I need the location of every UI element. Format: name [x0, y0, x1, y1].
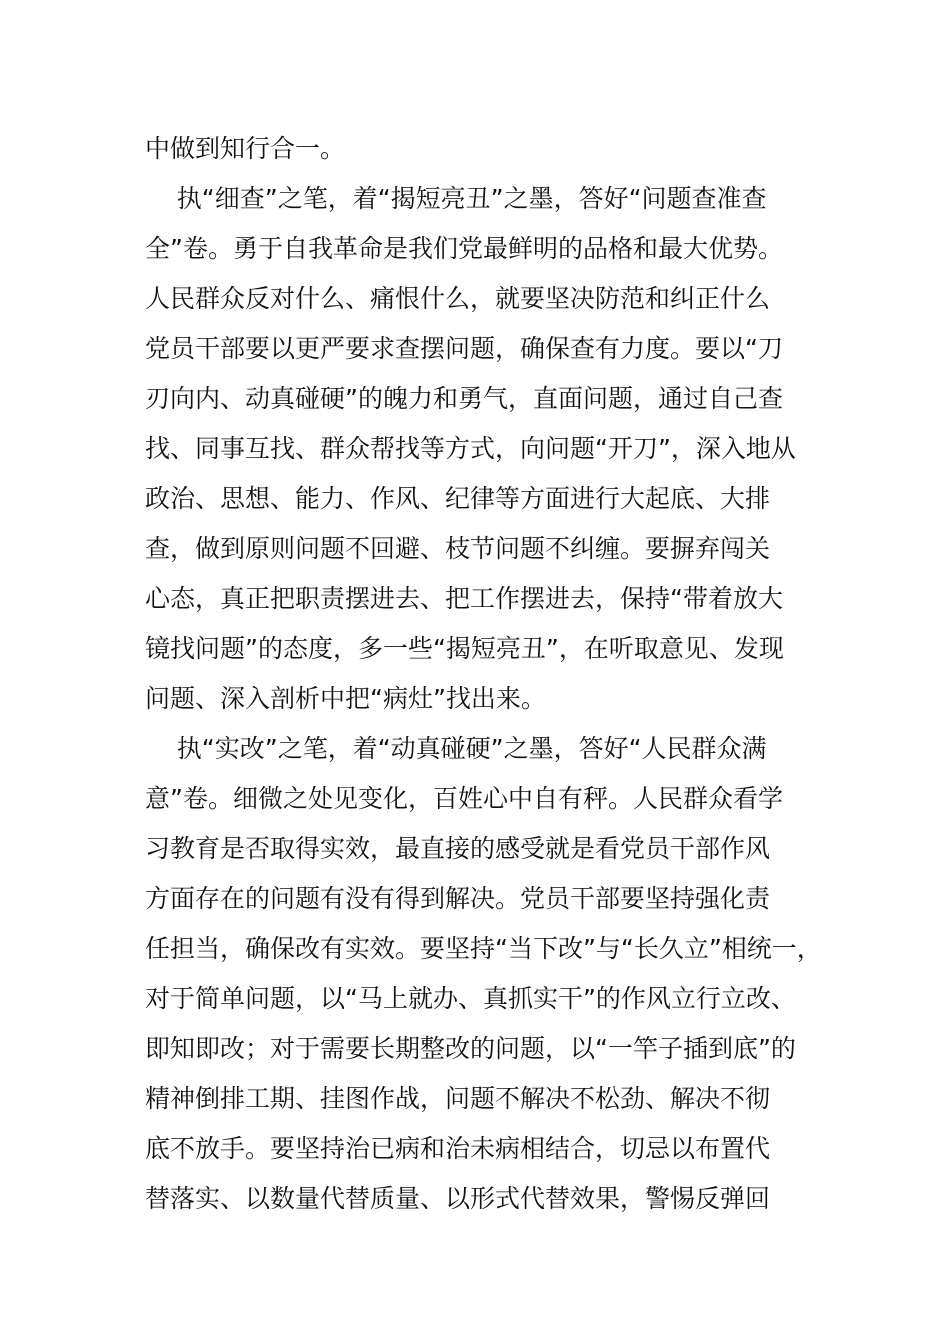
text-line: 心态，真正把职责摆进去、把工作摆进去，保持“带着放大	[145, 584, 783, 613]
text-line: 中做到知行合一。	[145, 134, 346, 163]
text-line: 查，做到原则问题不回避、枝节问题不纠缠。要摒弃闯关	[145, 534, 771, 563]
text-line: 执“实改”之笔，着“动真碰硬”之墨，答好“人民群众满	[145, 734, 767, 763]
text-line: 即知即改；对于需要长期整改的问题，以“一竿子插到底”的	[145, 1034, 796, 1063]
text-line: 找、同事互找、群众帮找等方式，向问题“开刀”，深入地从	[145, 434, 796, 463]
text-line: 习教育是否取得实效，最直接的感受就是看党员干部作风	[145, 834, 771, 863]
text-line: 全”卷。勇于自我革命是我们党最鲜明的品格和最大优势。	[145, 234, 783, 263]
text-line: 政治、思想、能力、作风、纪律等方面进行大起底、大排	[145, 484, 771, 513]
text-line: 问题、深入剖析中把“病灶”找出来。	[145, 684, 546, 713]
body-text	[145, 124, 825, 1224]
text-line: 意”卷。细微之处见变化，百姓心中自有秤。人民群众看学	[145, 784, 783, 813]
text-line: 方面存在的问题有没有得到解决。党员干部要坚持强化责	[145, 884, 771, 913]
text-line: 党员干部要以更严要求查摆问题，确保查有力度。要以“刀	[145, 334, 783, 363]
text-line: 替落实、以数量代替质量、以形式代替效果，警惕反弹回	[145, 1184, 771, 1213]
text-line: 执“细查”之笔，着“揭短亮丑”之墨，答好“问题查准查	[145, 184, 767, 213]
text-line: 刃向内、动真碰硬”的魄力和勇气，直面问题，通过自己查	[145, 384, 783, 413]
text-line: 镜找问题”的态度，多一些“揭短亮丑”，在听取意见、发现	[145, 634, 784, 663]
text-line: 任担当，确保改有实效。要坚持“当下改”与“长久立”相统一，	[145, 934, 822, 963]
text-line: 对于简单问题，以“马上就办、真抓实干”的作风立行立改、	[145, 984, 796, 1013]
text-line: 人民群众反对什么、痛恨什么，就要坚决防范和纠正什么	[145, 284, 771, 313]
text-line: 精神倒排工期、挂图作战，问题不解决不松劲、解决不彻	[145, 1084, 771, 1113]
text-line: 底不放手。要坚持治已病和治未病相结合，切忌以布置代	[145, 1134, 771, 1163]
